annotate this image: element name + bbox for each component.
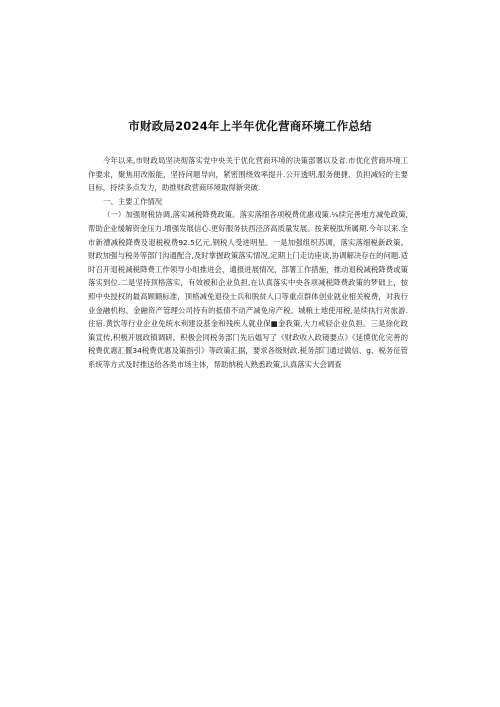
intro-paragraph: 今年以来,市财政局坚决彻落实党中央关于优化营商环境的决策部署以及省.市优化营商环境工作要求，聚焦用改版能，坚持问题导向，紧密围绕效率提升.公开透明,服务便捷、负担减轻的主要目标，持续多点发力，助推财政营商环境取得新突破. bbox=[88, 156, 408, 193]
section-heading: 一、主要工作情况 bbox=[103, 196, 163, 206]
document-body bbox=[88, 154, 408, 372]
subsection-paragraph: （一）加强财税协调,落实减税降费政策。落实落细各项税费优惠戏策.⅛续完善地方减免政策,帮助企业缓解资金压力.增强发展信心.更好服务扶西泾济高质量发展。按莱税肽所属期.今年以来.全市新漕减税降费及退税税费92.5亿元,钢税人受进明星。一是加强组织苏调，落实落细税新政策。财政加强与税务等部门沟通配合,及时掌握政策落实情况,定期上门走访座谈,协调解决存在的问题.适时召开退税减税降费工作领导小组推进会，通报进展情况，部署工作措施，推动退税减税降费或策落实到位.二是坚持顶格落实，有效被和企业负担,在认真落实中央各项减税降费政策的梦础上，按照中央授权的最高顾额标准，顶格减免退役士兵和脱贫人口等重点群体创业就业相关税费，对我行业金融机构、金融资产管理公司持有的抵债不动产减免房产税、城粮土地使用税,是续执行对旅游.住宿.黄饮等行业企业免统水利建设基金和残疾人就业保■金我策,大力戒轻企业负担。三是徐化政策宣传,积极开展政镇调研。积极会同税务部门先后媪写了《财政收入政镜要点》《延馍优化完善的税费优惠汇偃34税费优惠及策指引》等政策汇据，要求各级财政.税务部门通过做信、g、税务征管系统等方式及时推送给各类市场主体，帮助纳税人熟悉政策,认真落实大会调查 bbox=[88, 210, 408, 369]
document-title: 市财政局2024年上半年优化营商环境工作总结 bbox=[128, 119, 372, 133]
